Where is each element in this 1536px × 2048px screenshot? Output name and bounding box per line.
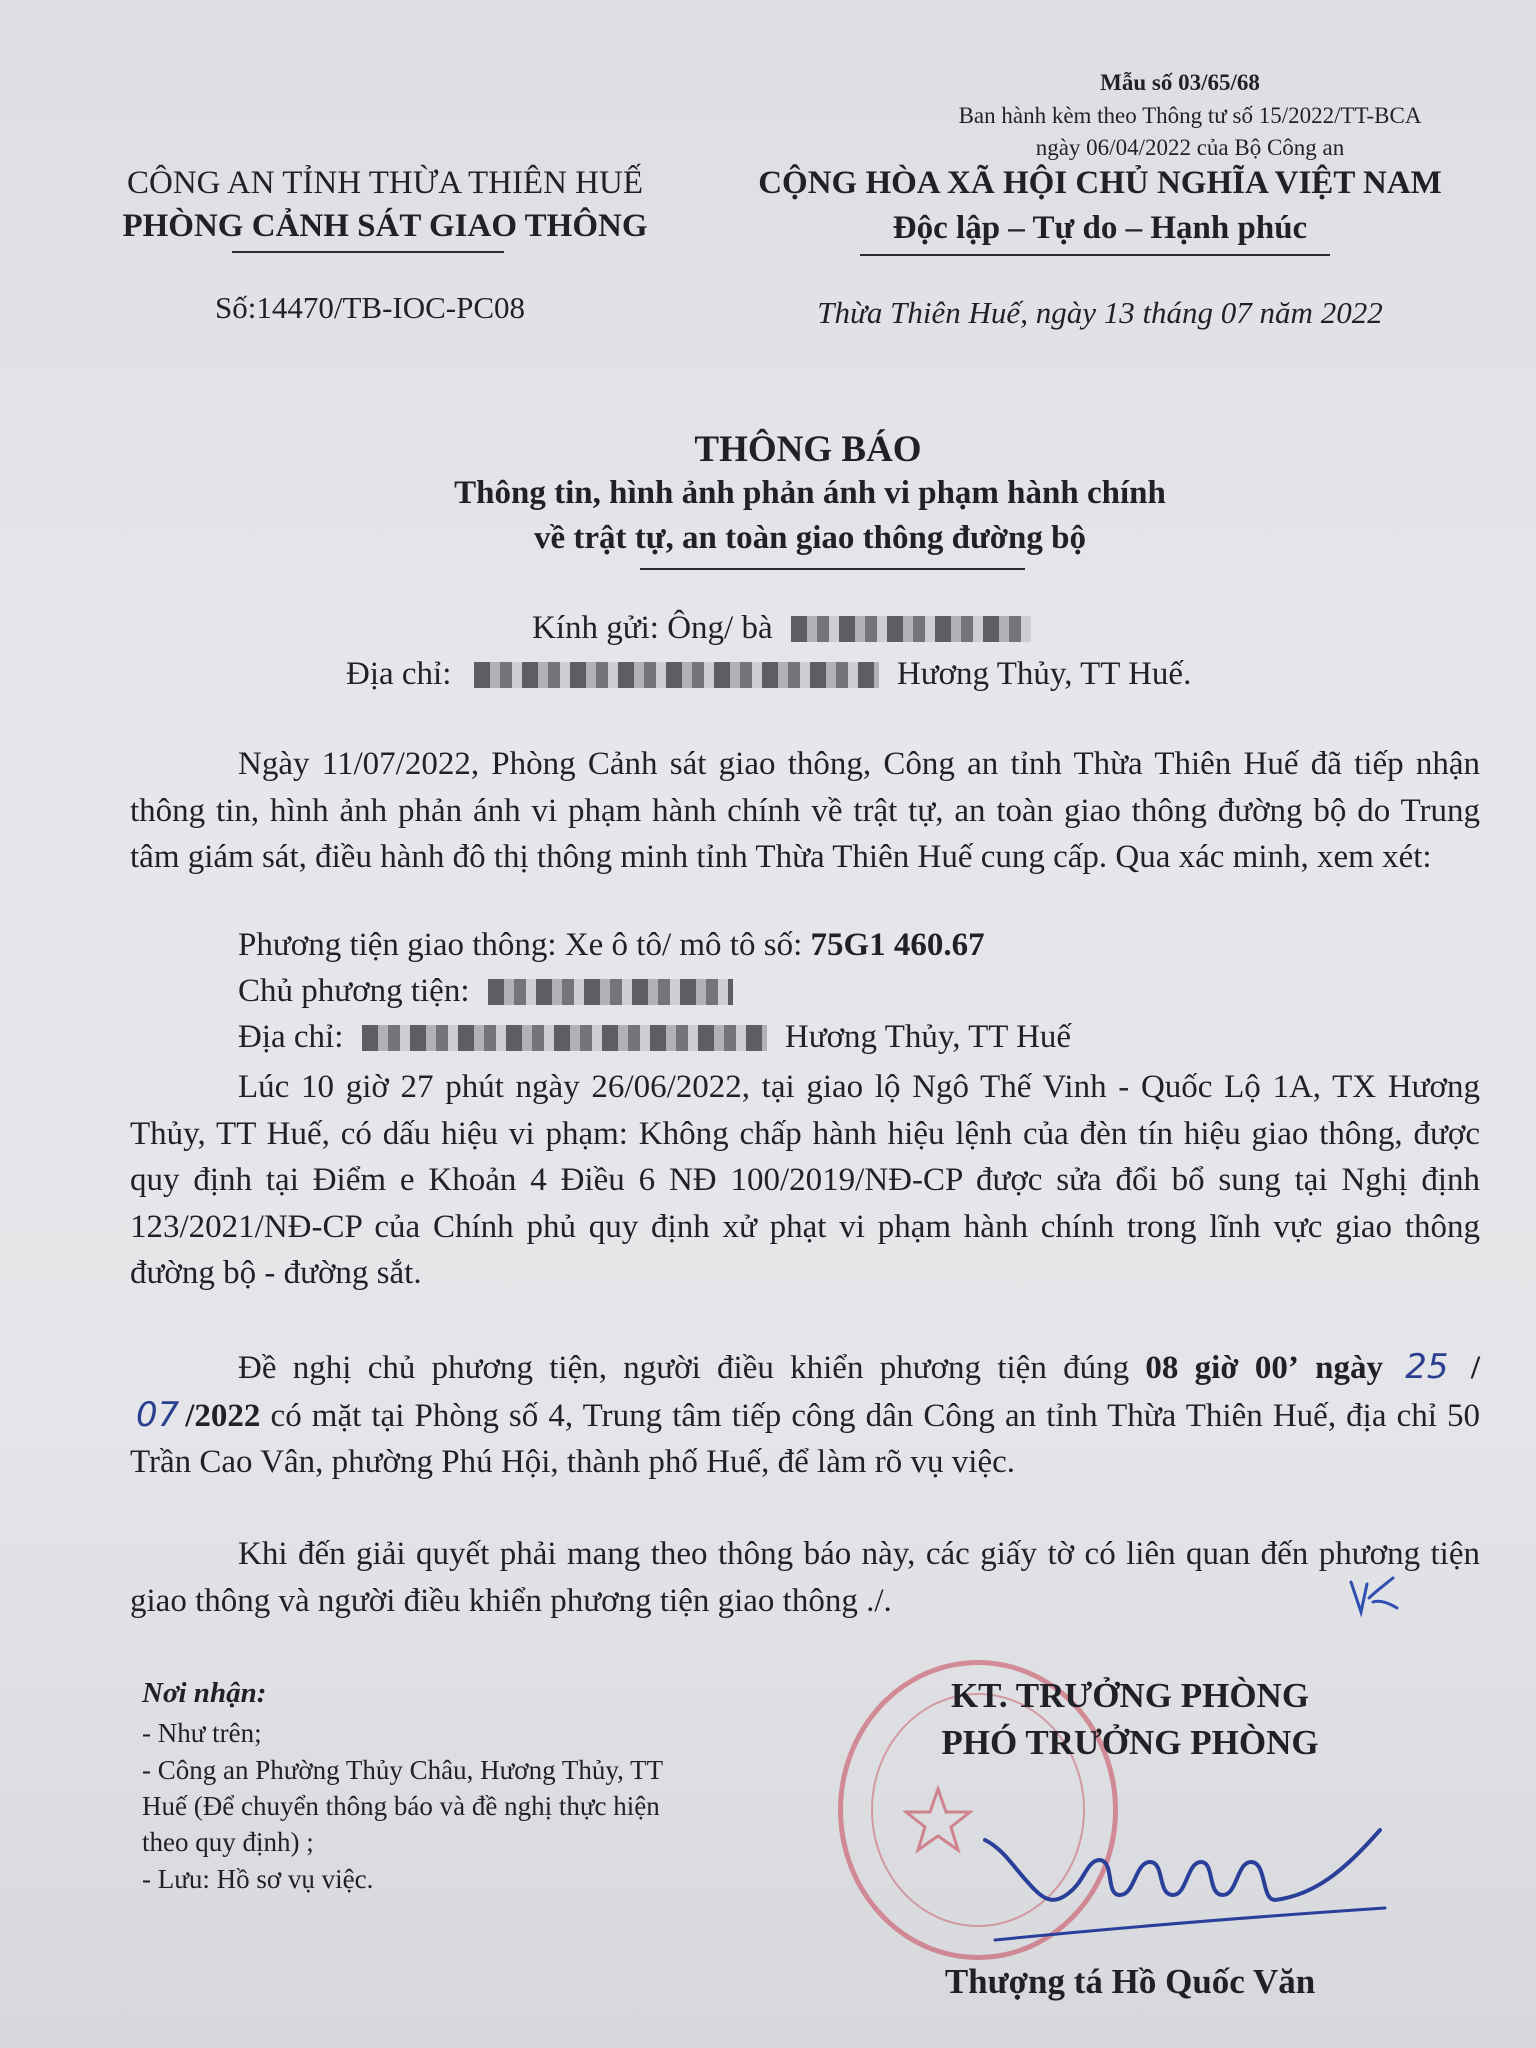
owner-address-label: Địa chỉ: <box>238 1019 344 1055</box>
vehicle-label: Phương tiện giao thông: Xe ô tô/ mô tô số: <box>238 927 803 963</box>
stamp-star-icon <box>903 1785 973 1855</box>
body-paragraph-2: Lúc 10 giờ 27 phút ngày 26/06/2022, tại giao lộ Ngô Thế Vinh - Quốc Lộ 1A, TX Hương Thủy, TT Huế, có dấu hiệu vi phạm: Không chấp hành hiệu lệnh của đèn tín hiệu giao thông, được quy định tại Điểm e Khoản 4 Điều 6 NĐ 100/2019/NĐ-CP được sửa đổi bổ sung tại Nghị định 123/2021/NĐ-CP của Chính phủ quy định xử phạt vi phạm hành chính trong lĩnh vực giao thông đường bộ - đường sắt. <box>130 1069 1480 1291</box>
form-issued-date: ngày 06/04/2022 của Bộ Công an <box>1035 135 1345 160</box>
recipient-address-label: Địa chỉ: <box>346 656 452 692</box>
form-code: Mẫu số 03/65/68 <box>1100 70 1260 95</box>
body-paragraph-1: Ngày 11/07/2022, Phòng Cảnh sát giao thông, Công an tỉnh Thừa Thiên Huế đã tiếp nhận thông tin, hình ảnh phản ánh vi phạm hành chính về trật tự, an toàn giao thông đường bộ do Trung tâm giám sát, điều hành đô thị thông minh tỉnh Thừa Thiên Huế cung cấp. Qua xác minh, xem xét: <box>130 746 1480 875</box>
handwritten-day: 25 <box>1405 1347 1449 1387</box>
owner-address-suffix: Hương Thủy, TT Huế <box>784 1019 1072 1055</box>
recipient-item-2: - Công an Phường Thủy Châu, Hương Thủy, TT <box>142 1755 664 1785</box>
redacted-address <box>474 662 879 688</box>
redacted-name <box>791 616 1031 642</box>
signature-title-1: KT. TRƯỞNG PHÒNG <box>950 1676 1310 1715</box>
notice-subtitle-2: về trật tự, an toàn giao thông đường bộ <box>533 520 1086 556</box>
place-date: Thừa Thiên Huế, ngày 13 tháng 07 năm 2022 <box>817 295 1383 330</box>
recipient-address-line <box>346 656 1191 693</box>
recipients-heading: Nơi nhận: <box>142 1677 267 1709</box>
recipient-item-4: theo quy định) ; <box>142 1827 314 1857</box>
agency-name: CÔNG AN TỈNH THỪA THIÊN HUẾ <box>126 165 643 201</box>
owner-address-line <box>238 1019 1071 1056</box>
vehicle-line <box>238 927 985 964</box>
notice-title: THÔNG BÁO <box>694 429 922 470</box>
agency-underline <box>232 251 504 253</box>
owner-label: Chủ phương tiện: <box>238 973 470 1009</box>
recipient-item-5: - Lưu: Hồ sơ vụ việc. <box>142 1864 374 1894</box>
appointment-day-label: ngày <box>1315 1350 1384 1386</box>
appointment-time: 08 giờ 00’ <box>1145 1350 1299 1386</box>
recipient-item-1: - Như trên; <box>142 1718 262 1748</box>
signature-mark <box>975 1800 1395 1960</box>
agency-department: PHÒNG CẢNH SÁT GIAO THÔNG <box>122 208 648 244</box>
recipient-item-3: Huế (Để chuyển thông báo và đề nghị thực hiện <box>142 1791 660 1821</box>
motto-underline <box>860 254 1330 256</box>
initial-mark-icon <box>1345 1568 1405 1618</box>
handwritten-month: 07 <box>136 1394 180 1435</box>
notice-subtitle-1: Thông tin, hình ảnh phản ánh vi phạm hành chính <box>454 475 1166 511</box>
nation-name: CỘNG HÒA XÃ HỘI CHỦ NGHĨA VIỆT NAM <box>758 165 1442 201</box>
body-paragraph-3: Đề nghị chủ phương tiện, người điều khiển phương tiện đúng 08 giờ 00’ ngày 25 / 07 /2022 có mặt tại Phòng số 4, Trung tâm tiếp công dân Công an tỉnh Thừa Thiên Huế, địa chỉ 50 Trần Cao Vân, phường Phú Hội, thành phố Huế, để làm rõ vụ việc. <box>130 1347 1481 1480</box>
owner-line <box>238 973 733 1010</box>
redacted-owner <box>488 979 733 1005</box>
recipient-line <box>532 610 1031 647</box>
recipient-greeting: Kính gửi: Ông/ bà <box>532 610 773 646</box>
redacted-owner-address <box>362 1025 767 1051</box>
form-issued-with: Ban hành kèm theo Thông tư số 15/2022/TT-BCA <box>958 103 1422 128</box>
recipient-address-suffix: Hương Thủy, TT Huế. <box>896 656 1192 692</box>
subtitle-underline <box>640 568 1025 570</box>
signer-name: Thượng tá Hồ Quốc Văn <box>944 1962 1316 2001</box>
appointment-year: /2022 <box>185 1397 261 1434</box>
nation-motto: Độc lập – Tự do – Hạnh phúc <box>892 210 1308 246</box>
signature-title-2: PHÓ TRƯỞNG PHÒNG <box>941 1723 1319 1762</box>
body-paragraph-4: Khi đến giải quyết phải mang theo thông báo này, các giấy tờ có liên quan đến phương tiện giao thông và người điều khiển phương tiện giao thông ./. <box>130 1536 1480 1619</box>
doc-number: Số:14470/TB-IOC-PC08 <box>214 290 526 325</box>
vehicle-plate: 75G1 460.67 <box>810 927 985 963</box>
